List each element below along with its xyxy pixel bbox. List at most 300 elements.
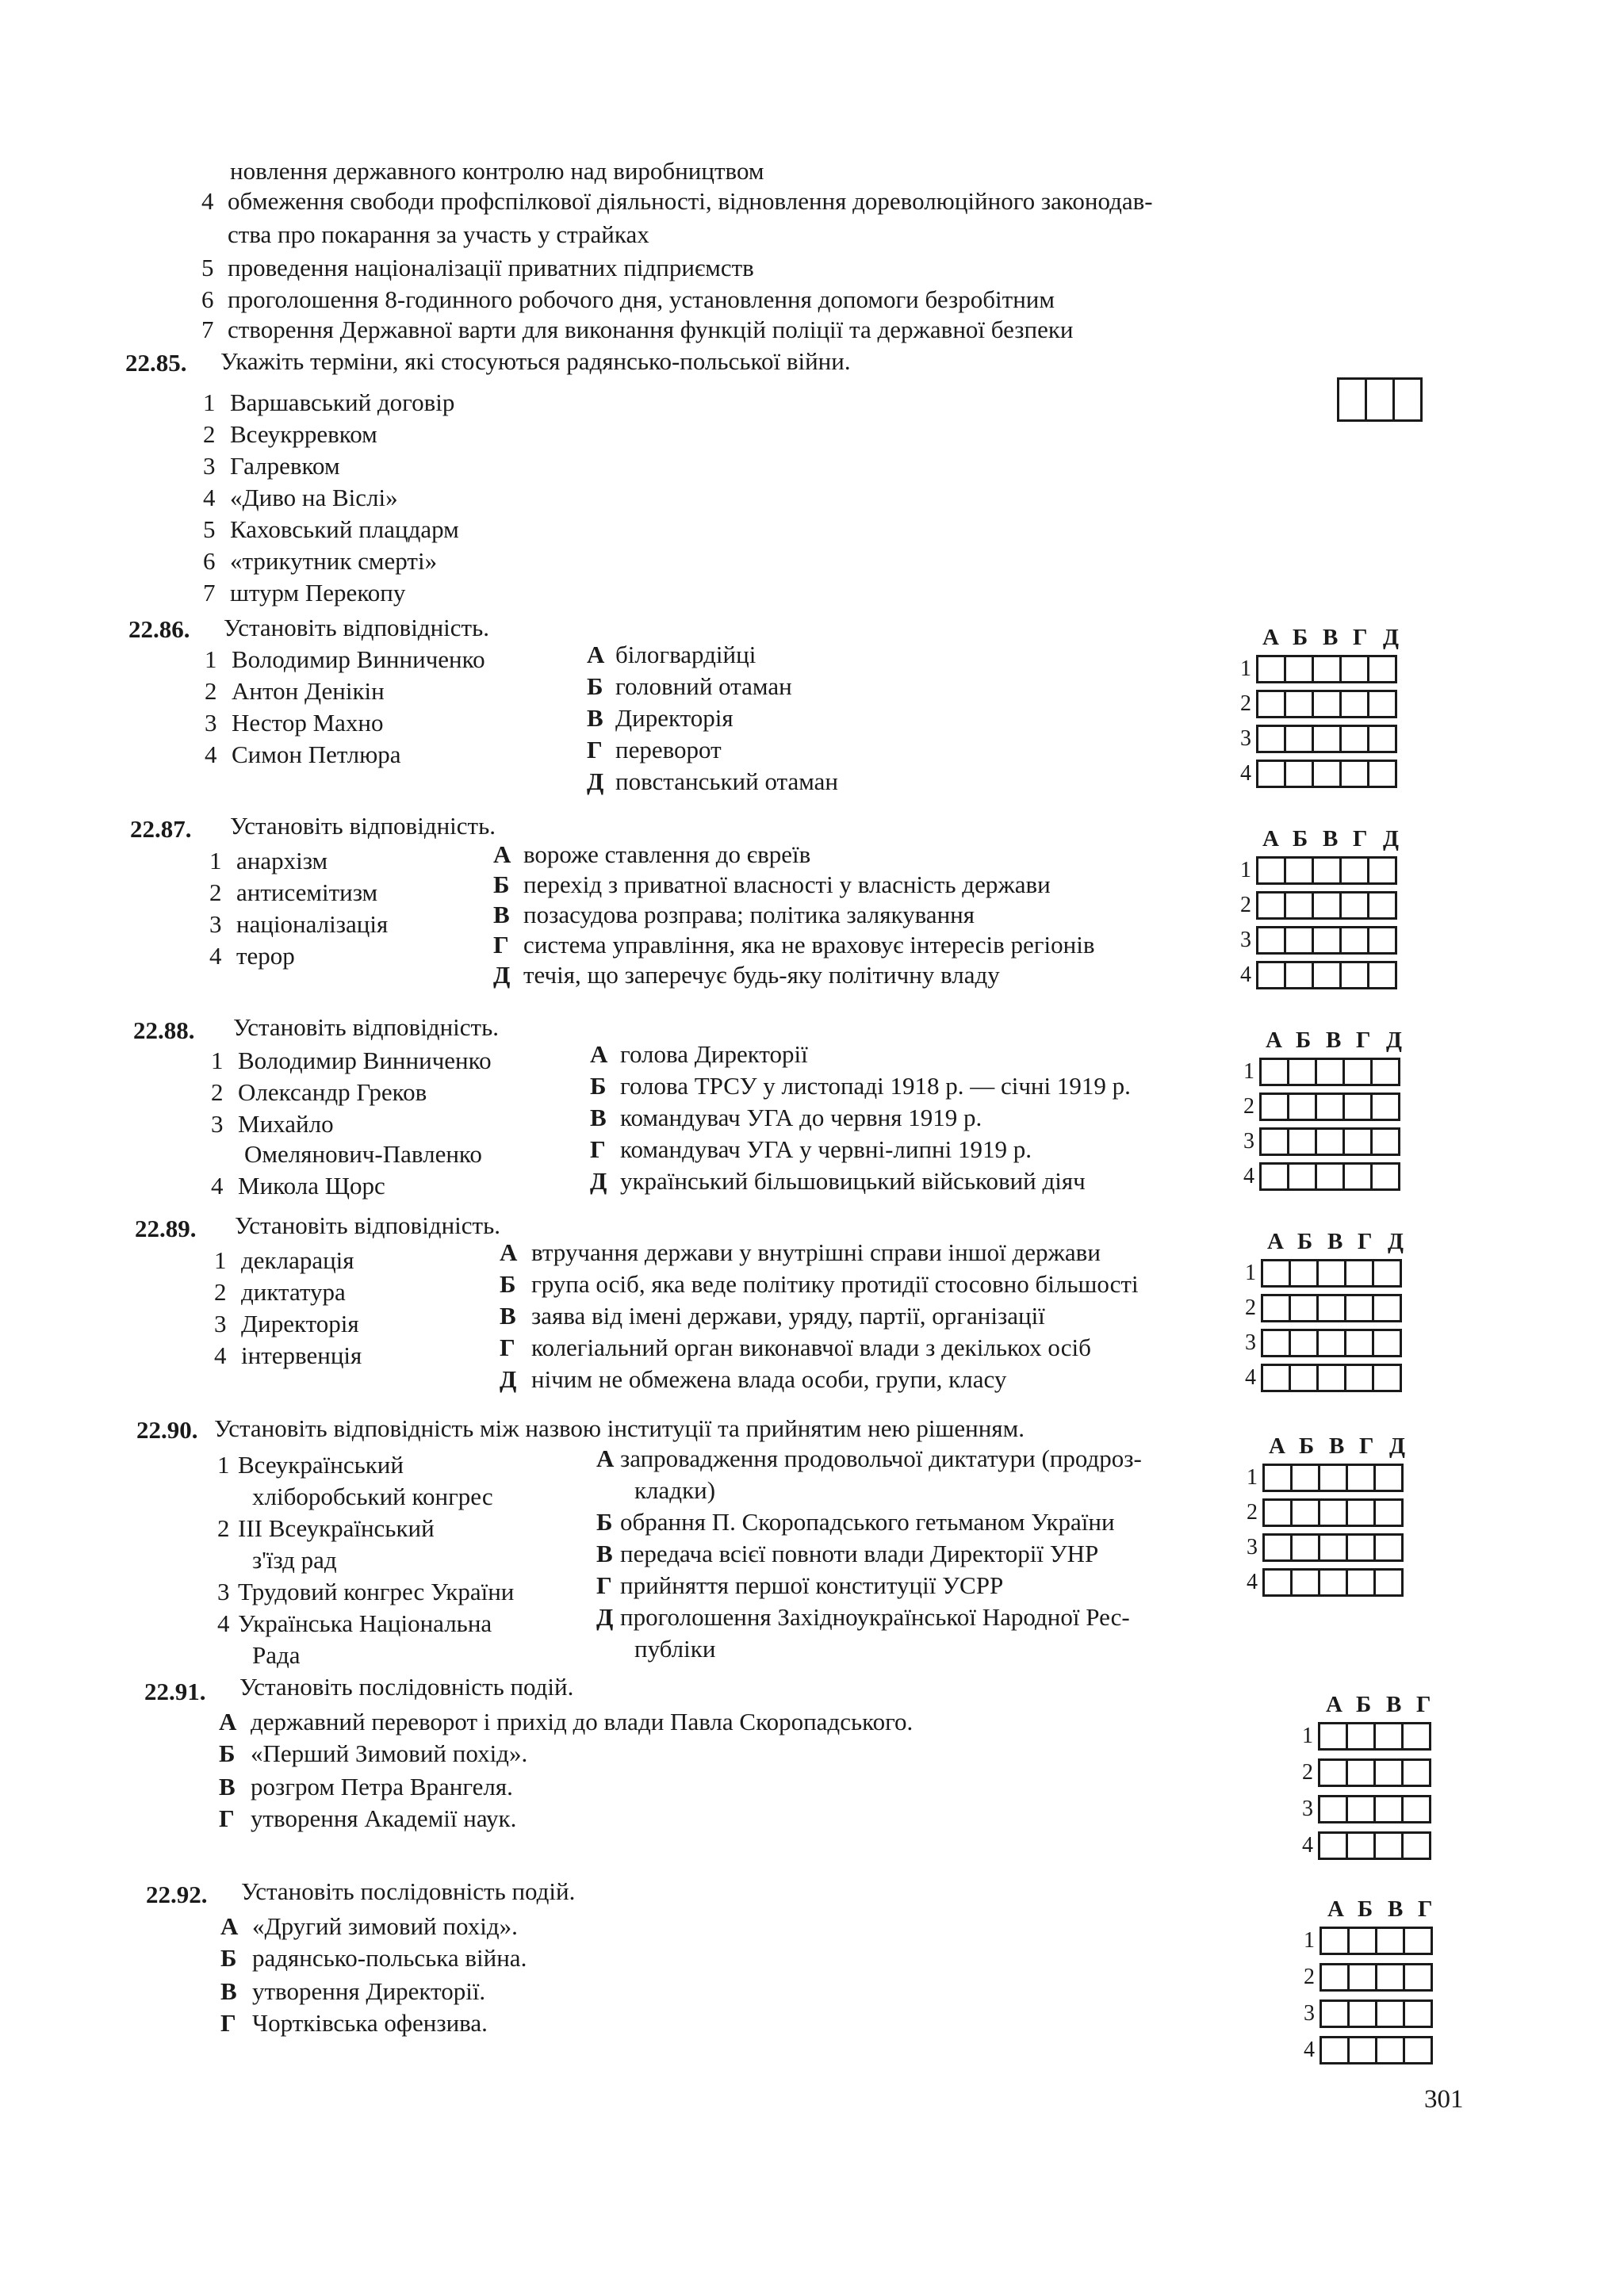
answer-cell[interactable] xyxy=(1320,2036,1350,2064)
option-letter: В xyxy=(219,1773,236,1800)
answer-cell[interactable] xyxy=(1316,1294,1346,1322)
list-number: 2 xyxy=(205,677,217,705)
question-title: Установіть відповідність між назвою інституції та прийнятим нею рішенням. xyxy=(214,1414,1025,1442)
list-number: 6 xyxy=(201,285,214,313)
list-number: 4 xyxy=(205,740,217,768)
answer-boxes-q85 xyxy=(1337,377,1420,422)
answer-cell[interactable] xyxy=(1337,377,1367,422)
answer-cell[interactable] xyxy=(1256,655,1286,683)
answer-cell[interactable] xyxy=(1290,1533,1320,1562)
option-letter: Г xyxy=(220,2009,236,2037)
answer-cell[interactable] xyxy=(1284,725,1314,753)
question-title: Укажіть терміни, які стосуються радянсько-польської війни. xyxy=(220,347,851,375)
grid-col-label: В xyxy=(1327,1229,1343,1254)
answer-cell[interactable] xyxy=(1262,1464,1293,1492)
answer-cell[interactable] xyxy=(1347,1963,1377,1992)
answer-cell[interactable] xyxy=(1339,725,1369,753)
grid-row-label: 4 xyxy=(1247,1570,1258,1594)
answer-cell[interactable] xyxy=(1316,1259,1346,1288)
option-text: голова Директорії xyxy=(620,1040,808,1068)
answer-cell[interactable] xyxy=(1262,1533,1293,1562)
list-item-text: Омелянович-Павленко xyxy=(244,1140,482,1168)
answer-cell[interactable] xyxy=(1287,1058,1317,1086)
option-letter: Д xyxy=(493,961,511,989)
grid-row-label: 3 xyxy=(1245,1330,1256,1355)
list-number: 4 xyxy=(211,1172,224,1200)
answer-cell[interactable] xyxy=(1318,1568,1348,1597)
list-number: 7 xyxy=(203,579,216,607)
question-number: 22.92. xyxy=(146,1881,208,1908)
answer-cell[interactable] xyxy=(1318,1722,1348,1751)
grid-col-label: Д xyxy=(1386,1027,1402,1053)
answer-cell[interactable] xyxy=(1342,1127,1373,1156)
answer-cell[interactable] xyxy=(1344,1259,1374,1288)
option-text: течія, що заперечує будь-яку політичну владу xyxy=(523,961,1000,989)
answer-cell[interactable] xyxy=(1259,1127,1289,1156)
option-letter: Г xyxy=(493,931,509,959)
question-number: 22.90. xyxy=(136,1416,198,1444)
page-number: 301 xyxy=(1424,2085,1464,2114)
grid-col-label: В xyxy=(1323,826,1339,851)
answer-cell[interactable] xyxy=(1401,1795,1431,1823)
option-letter: Д xyxy=(590,1167,607,1195)
list-number: 5 xyxy=(203,515,216,543)
list-item-text: ІІІ Всеукраїнський xyxy=(238,1514,435,1542)
answer-cell[interactable] xyxy=(1339,891,1369,920)
answer-cell[interactable] xyxy=(1312,856,1342,885)
answer-cell[interactable] xyxy=(1375,2036,1405,2064)
grid-row xyxy=(1231,961,1395,989)
grid-row xyxy=(1231,655,1395,683)
option-text: перехід з приватної власності у власність держави xyxy=(523,871,1051,898)
option-text: головний отаман xyxy=(615,672,792,700)
list-item-text: Олександр Греков xyxy=(238,1078,427,1106)
answer-cell[interactable] xyxy=(1344,1364,1374,1392)
option-letter: В xyxy=(500,1302,516,1330)
list-number: 2 xyxy=(209,878,222,906)
answer-cell[interactable] xyxy=(1344,1329,1374,1357)
grid-row-label: 4 xyxy=(1243,1164,1254,1188)
answer-cell[interactable] xyxy=(1373,1831,1404,1860)
answer-cell[interactable] xyxy=(1284,655,1314,683)
list-item-text: «Диво на Віслі» xyxy=(230,484,398,511)
answer-cell[interactable] xyxy=(1365,377,1395,422)
option-text: прийняття першої конституції УСРР xyxy=(620,1571,1004,1599)
grid-row-label: 3 xyxy=(1302,1797,1313,1821)
answer-cell[interactable] xyxy=(1342,1058,1373,1086)
question-number: 22.86. xyxy=(128,615,190,643)
answer-cell[interactable] xyxy=(1312,926,1342,955)
answer-cell[interactable] xyxy=(1342,1162,1373,1191)
answer-cell[interactable] xyxy=(1312,690,1342,718)
answer-cell[interactable] xyxy=(1344,1294,1374,1322)
answer-cell[interactable] xyxy=(1373,1533,1404,1562)
answer-cell[interactable] xyxy=(1367,655,1397,683)
answer-cell[interactable] xyxy=(1372,1294,1402,1322)
grid-row xyxy=(1294,1927,1431,1955)
answer-cell[interactable] xyxy=(1284,690,1314,718)
option-text: нічим не обмежена влада особи, групи, класу xyxy=(531,1365,1007,1393)
answer-cell[interactable] xyxy=(1320,1999,1350,2028)
answer-cell[interactable] xyxy=(1401,1722,1431,1751)
answer-cell[interactable] xyxy=(1262,1568,1293,1597)
answer-cell[interactable] xyxy=(1401,1758,1431,1787)
answer-cell[interactable] xyxy=(1403,2036,1433,2064)
option-letter: Г xyxy=(587,736,603,763)
option-letter: А xyxy=(219,1708,237,1735)
list-number: 2 xyxy=(211,1078,224,1106)
answer-cell[interactable] xyxy=(1315,1127,1345,1156)
list-item-text: обмеження свободи профспілкової діяльності, відновлення дореволюційного законодав- xyxy=(228,187,1153,215)
question-title: Установіть відповідність. xyxy=(230,812,496,840)
answer-cell[interactable] xyxy=(1318,1831,1348,1860)
answer-cell[interactable] xyxy=(1312,760,1342,788)
answer-cell[interactable] xyxy=(1259,1058,1289,1086)
list-number: 1 xyxy=(209,847,222,874)
grid-row xyxy=(1231,725,1395,753)
grid-col-label: Б xyxy=(1356,1692,1372,1717)
grid-row xyxy=(1237,1568,1401,1597)
option-text: командувач УГА у червні-липні 1919 р. xyxy=(620,1135,1032,1163)
grid-row xyxy=(1235,1259,1400,1288)
list-item-text: Українська Національна xyxy=(238,1609,492,1637)
answer-cell[interactable] xyxy=(1318,1498,1348,1527)
answer-cell[interactable] xyxy=(1347,1927,1377,1955)
option-text: втручання держави у внутрішні справи іншої держави xyxy=(531,1238,1101,1266)
question-number: 22.91. xyxy=(144,1678,206,1705)
grid-col-label: Б xyxy=(1293,826,1308,851)
option-letter: В xyxy=(220,1977,237,2005)
option-letter: Б xyxy=(500,1270,516,1298)
answer-cell[interactable] xyxy=(1289,1259,1319,1288)
grid-col-label: А xyxy=(1326,1692,1342,1717)
answer-grid-q86 xyxy=(1231,626,1437,793)
answer-cell[interactable] xyxy=(1375,1963,1405,1992)
option-text: білогвардійці xyxy=(615,641,756,668)
answer-cell[interactable] xyxy=(1339,760,1369,788)
grid-row-label: 4 xyxy=(1240,962,1251,987)
option-text: «Перший Зимовий похід». xyxy=(251,1739,528,1767)
option-text: «Другий зимовий похід». xyxy=(252,1912,518,1940)
answer-cell[interactable] xyxy=(1373,1568,1404,1597)
answer-cell[interactable] xyxy=(1367,961,1397,989)
answer-cell[interactable] xyxy=(1339,961,1369,989)
grid-col-label: В xyxy=(1386,1692,1402,1717)
list-number: 3 xyxy=(214,1310,227,1337)
answer-cell[interactable] xyxy=(1367,690,1397,718)
answer-cell[interactable] xyxy=(1318,1795,1348,1823)
answer-cell[interactable] xyxy=(1284,891,1314,920)
grid-row-label: 3 xyxy=(1247,1535,1258,1559)
grid-col-label: А xyxy=(1267,1229,1284,1254)
option-text: повстанський отаман xyxy=(615,767,838,795)
option-text: утворення Директорії. xyxy=(252,1977,486,2005)
answer-cell[interactable] xyxy=(1261,1259,1291,1288)
answer-cell[interactable] xyxy=(1370,1162,1400,1191)
grid-row-label: 2 xyxy=(1240,691,1251,716)
answer-cell[interactable] xyxy=(1372,1259,1402,1288)
list-number: 4 xyxy=(209,942,222,970)
option-letter: А xyxy=(493,840,511,868)
answer-cell[interactable] xyxy=(1392,377,1423,422)
grid-col-label: В xyxy=(1323,625,1339,650)
list-number: 3 xyxy=(203,452,216,480)
answer-cell[interactable] xyxy=(1284,856,1314,885)
list-item-text: проголошення 8-годинного робочого дня, установлення допомоги безробітним xyxy=(228,285,1055,313)
list-item-text: Директорія xyxy=(241,1310,359,1337)
answer-cell[interactable] xyxy=(1367,891,1397,920)
answer-cell[interactable] xyxy=(1261,1294,1291,1322)
answer-cell[interactable] xyxy=(1315,1162,1345,1191)
list-number: 4 xyxy=(217,1609,230,1637)
list-number: 3 xyxy=(209,910,222,938)
grid-row-label: 1 xyxy=(1240,656,1251,681)
list-item-text: проведення націоналізації приватних підприємств xyxy=(228,254,754,281)
answer-cell[interactable] xyxy=(1290,1568,1320,1597)
answer-cell[interactable] xyxy=(1261,1364,1291,1392)
answer-cell[interactable] xyxy=(1370,1127,1400,1156)
grid-row-label: 2 xyxy=(1247,1500,1258,1525)
answer-cell[interactable] xyxy=(1346,1758,1376,1787)
list-item-text: Антон Денікін xyxy=(232,677,385,705)
answer-cell[interactable] xyxy=(1287,1093,1317,1121)
answer-cell[interactable] xyxy=(1256,725,1286,753)
answer-cell[interactable] xyxy=(1312,725,1342,753)
grid-col-label: В xyxy=(1326,1027,1342,1053)
cont-line: новлення державного контролю над виробництвом xyxy=(230,157,764,185)
grid-col-label: Г xyxy=(1353,826,1368,851)
answer-cell[interactable] xyxy=(1373,1498,1404,1527)
grid-row-label: 4 xyxy=(1304,2038,1315,2062)
option-letter: Г xyxy=(500,1334,515,1361)
grid-row-label: 1 xyxy=(1243,1059,1254,1084)
list-number: 7 xyxy=(201,316,214,343)
answer-cell[interactable] xyxy=(1256,690,1286,718)
grid-col-label: Б xyxy=(1297,1229,1313,1254)
grid-col-label: Д xyxy=(1383,826,1399,851)
answer-cell[interactable] xyxy=(1347,1999,1377,2028)
grid-row xyxy=(1237,1533,1401,1562)
answer-cell[interactable] xyxy=(1290,1464,1320,1492)
answer-cell[interactable] xyxy=(1346,1795,1376,1823)
answer-cell[interactable] xyxy=(1287,1162,1317,1191)
option-text: заява від імені держави, уряду, партії, організації xyxy=(531,1302,1045,1330)
answer-cell[interactable] xyxy=(1318,1464,1348,1492)
grid-col-label: А xyxy=(1262,625,1279,650)
answer-cell[interactable] xyxy=(1346,1498,1376,1527)
answer-cell[interactable] xyxy=(1289,1364,1319,1392)
answer-cell[interactable] xyxy=(1259,1093,1289,1121)
answer-cell[interactable] xyxy=(1373,1464,1404,1492)
grid-row xyxy=(1231,760,1395,788)
answer-cell[interactable] xyxy=(1403,1963,1433,1992)
question-title: Установіть відповідність. xyxy=(224,614,489,641)
answer-grid-q90 xyxy=(1237,1435,1443,1601)
list-item-text: декларація xyxy=(241,1246,354,1274)
answer-cell[interactable] xyxy=(1284,961,1314,989)
answer-grid-q87 xyxy=(1231,828,1437,994)
list-number: 5 xyxy=(201,254,214,281)
grid-row xyxy=(1231,891,1395,920)
answer-cell[interactable] xyxy=(1367,725,1397,753)
answer-cell[interactable] xyxy=(1372,1364,1402,1392)
answer-cell[interactable] xyxy=(1367,926,1397,955)
option-letter: А xyxy=(587,641,605,668)
grid-row-label: 1 xyxy=(1302,1724,1313,1748)
answer-grid-q89 xyxy=(1235,1230,1442,1397)
answer-grid-q91 xyxy=(1293,1693,1451,1868)
answer-cell[interactable] xyxy=(1339,856,1369,885)
answer-cell[interactable] xyxy=(1316,1329,1346,1357)
answer-cell[interactable] xyxy=(1320,1963,1350,1992)
answer-cell[interactable] xyxy=(1373,1758,1404,1787)
grid-col-label: Г xyxy=(1359,1433,1374,1459)
grid-row xyxy=(1293,1795,1429,1823)
option-letter: В xyxy=(493,901,510,928)
option-text: радянсько-польська війна. xyxy=(252,1944,527,1972)
list-item-text: створення Державної варти для виконання функцій поліції та державної безпеки xyxy=(228,316,1074,343)
answer-cell[interactable] xyxy=(1318,1533,1348,1562)
grid-row xyxy=(1293,1831,1429,1860)
answer-cell[interactable] xyxy=(1262,1498,1293,1527)
answer-cell[interactable] xyxy=(1346,1722,1376,1751)
answer-cell[interactable] xyxy=(1256,856,1286,885)
answer-cell[interactable] xyxy=(1346,1831,1376,1860)
option-letter: В xyxy=(590,1104,607,1131)
answer-cell[interactable] xyxy=(1259,1162,1289,1191)
grid-row xyxy=(1293,1758,1429,1787)
list-item-text: ства про покарання за участь у страйках xyxy=(228,220,649,248)
answer-cell[interactable] xyxy=(1373,1722,1404,1751)
grid-row-label: 1 xyxy=(1247,1465,1258,1490)
grid-row xyxy=(1294,2036,1431,2064)
answer-cell[interactable] xyxy=(1375,1927,1405,1955)
grid-row-label: 1 xyxy=(1304,1928,1315,1953)
answer-cell[interactable] xyxy=(1316,1364,1346,1392)
answer-cell[interactable] xyxy=(1256,760,1286,788)
option-letter: В xyxy=(587,704,603,732)
question-number: 22.85. xyxy=(125,349,187,377)
list-number: 1 xyxy=(214,1246,227,1274)
answer-cell[interactable] xyxy=(1284,760,1314,788)
list-item-text: Всеукраїнський xyxy=(238,1451,404,1479)
answer-cell[interactable] xyxy=(1370,1093,1400,1121)
list-number: 3 xyxy=(217,1578,230,1605)
answer-cell[interactable] xyxy=(1318,1758,1348,1787)
grid-row-label: 2 xyxy=(1245,1295,1256,1320)
option-text: вороже ставлення до євреїв xyxy=(523,840,811,868)
list-item-text: Симон Петлюра xyxy=(232,740,401,768)
option-letter: Д xyxy=(587,767,604,795)
option-letter: Д xyxy=(500,1365,517,1393)
option-letter: А xyxy=(220,1912,239,1940)
answer-cell[interactable] xyxy=(1346,1568,1376,1597)
answer-cell[interactable] xyxy=(1312,891,1342,920)
answer-cell[interactable] xyxy=(1367,760,1397,788)
question-title: Установіть послідовність подій. xyxy=(239,1673,574,1701)
option-letter: А xyxy=(596,1445,615,1472)
answer-cell[interactable] xyxy=(1312,961,1342,989)
option-text: державний переворот і прихід до влади Павла Скоропадського. xyxy=(251,1708,914,1735)
grid-col-label: Г xyxy=(1416,1692,1431,1717)
answer-grid-q88 xyxy=(1234,1029,1440,1196)
option-letter: А xyxy=(500,1238,518,1266)
answer-cell[interactable] xyxy=(1339,690,1369,718)
answer-cell[interactable] xyxy=(1315,1058,1345,1086)
list-number: 4 xyxy=(201,187,214,215)
grid-col-label: В xyxy=(1388,1896,1404,1922)
grid-row xyxy=(1234,1093,1398,1121)
option-letter: Б xyxy=(590,1072,607,1100)
option-letter: Б xyxy=(493,871,510,898)
answer-cell[interactable] xyxy=(1346,1533,1376,1562)
option-text: переворот xyxy=(615,736,722,763)
list-item-text: націоналізація xyxy=(236,910,389,938)
list-item-text: Варшавський договір xyxy=(230,388,455,416)
answer-cell[interactable] xyxy=(1315,1093,1345,1121)
answer-cell[interactable] xyxy=(1347,2036,1377,2064)
grid-row xyxy=(1235,1294,1400,1322)
answer-cell[interactable] xyxy=(1312,655,1342,683)
grid-col-label: Г xyxy=(1353,625,1368,650)
grid-row xyxy=(1231,690,1395,718)
list-item-text: хліборобський конгрес xyxy=(252,1483,493,1510)
answer-cell[interactable] xyxy=(1339,926,1369,955)
grid-row-label: 3 xyxy=(1243,1129,1254,1154)
option-text: Чортківська офензива. xyxy=(252,2009,488,2037)
answer-cell[interactable] xyxy=(1256,891,1286,920)
option-letter: Б xyxy=(587,672,603,700)
answer-cell[interactable] xyxy=(1372,1329,1402,1357)
answer-cell[interactable] xyxy=(1375,1999,1405,2028)
grid-row-label: 3 xyxy=(1240,726,1251,751)
answer-cell[interactable] xyxy=(1401,1831,1431,1860)
answer-cell[interactable] xyxy=(1256,926,1286,955)
answer-cell[interactable] xyxy=(1342,1093,1373,1121)
grid-row-label: 4 xyxy=(1240,761,1251,786)
list-item-text: Каховський плацдарм xyxy=(230,515,459,543)
grid-col-label: Г xyxy=(1358,1229,1373,1254)
grid-col-label: Д xyxy=(1388,1229,1404,1254)
answer-cell[interactable] xyxy=(1256,961,1286,989)
question-number: 22.89. xyxy=(135,1215,197,1242)
answer-cell[interactable] xyxy=(1261,1329,1291,1357)
grid-row-label: 3 xyxy=(1240,928,1251,952)
list-number: 6 xyxy=(203,547,216,575)
answer-cell[interactable] xyxy=(1403,1927,1433,1955)
answer-cell[interactable] xyxy=(1284,926,1314,955)
answer-cell[interactable] xyxy=(1370,1058,1400,1086)
answer-cell[interactable] xyxy=(1373,1795,1404,1823)
answer-cell[interactable] xyxy=(1339,655,1369,683)
list-item-text: Галревком xyxy=(230,452,340,480)
answer-cell[interactable] xyxy=(1320,1927,1350,1955)
answer-cell[interactable] xyxy=(1290,1498,1320,1527)
list-item-text: Микола Щорс xyxy=(238,1172,385,1200)
option-text: український більшовицький військовий діяч xyxy=(620,1167,1086,1195)
option-letter: В xyxy=(596,1540,613,1567)
answer-cell[interactable] xyxy=(1346,1464,1376,1492)
option-letter: Г xyxy=(219,1804,235,1832)
answer-cell[interactable] xyxy=(1367,856,1397,885)
answer-cell[interactable] xyxy=(1289,1329,1319,1357)
answer-cell[interactable] xyxy=(1403,1999,1433,2028)
question-title: Установіть послідовність подій. xyxy=(241,1877,576,1905)
answer-cell[interactable] xyxy=(1289,1294,1319,1322)
option-letter: Г xyxy=(590,1135,606,1163)
grid-row-label: 1 xyxy=(1240,858,1251,882)
answer-cell[interactable] xyxy=(1287,1127,1317,1156)
